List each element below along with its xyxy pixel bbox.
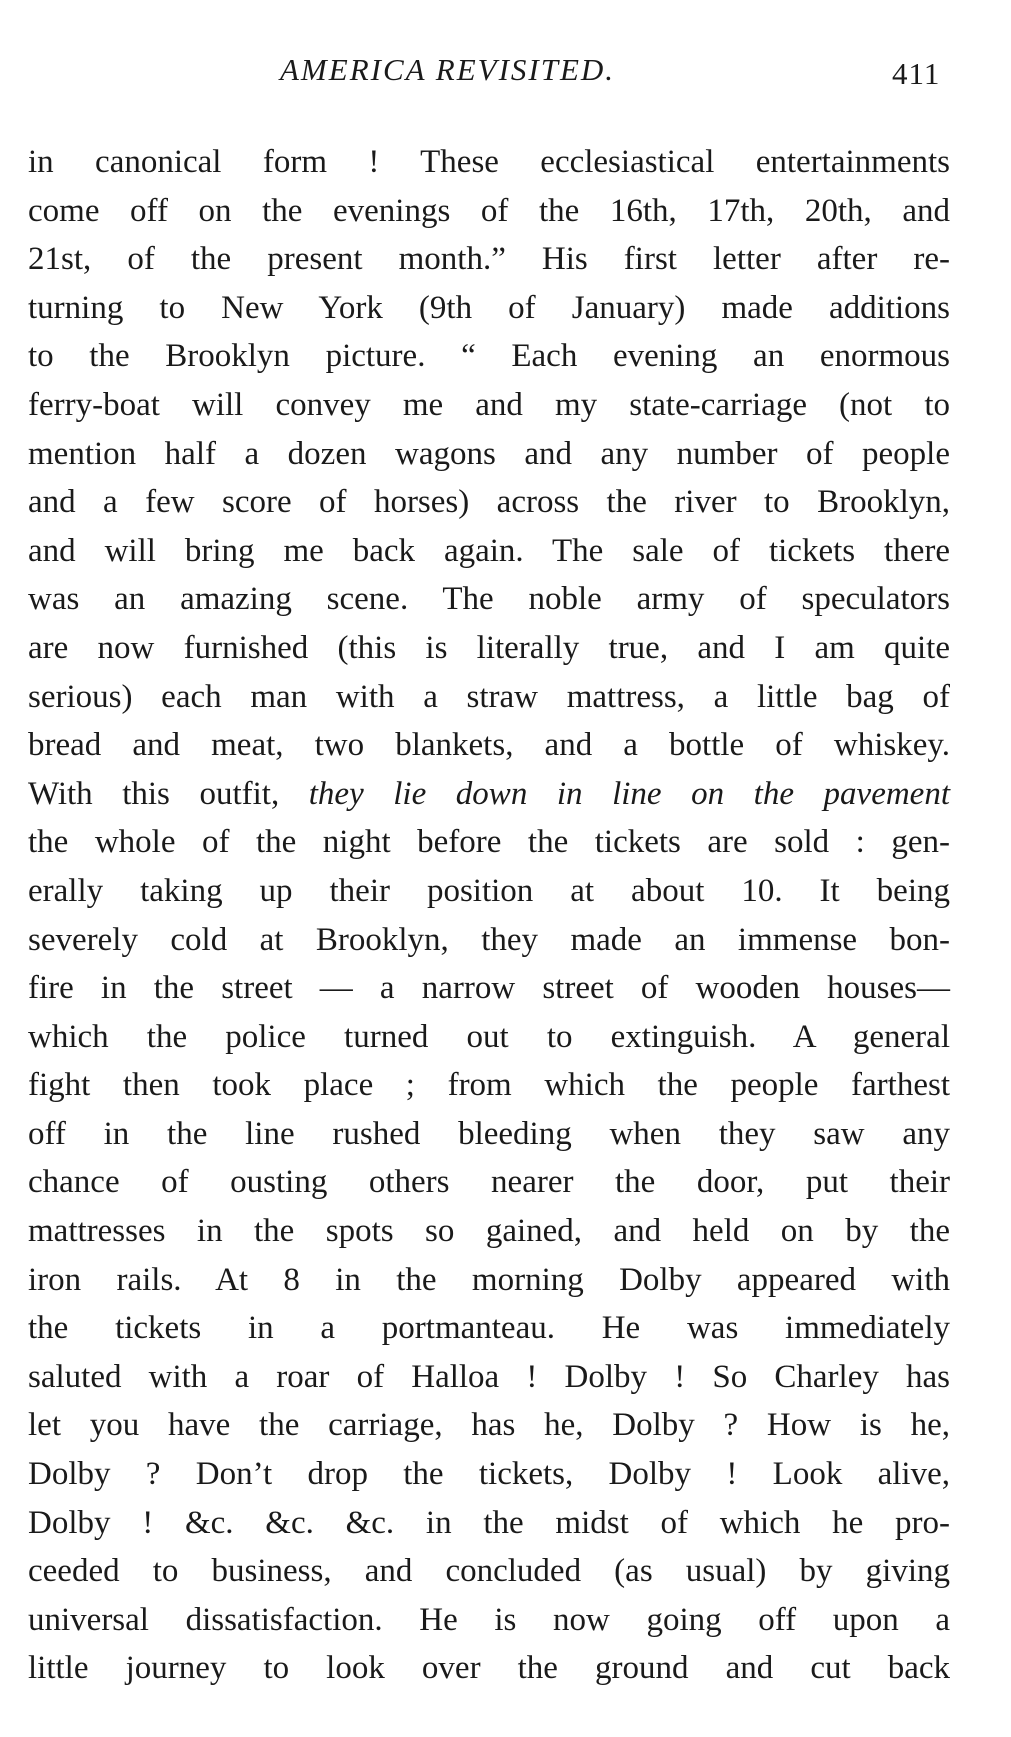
text-line <box>28 430 950 479</box>
text-run: turning to New York (9th of January) made additions <box>28 289 950 326</box>
text-run: are now furnished (this is literally true, and I am quite <box>28 629 950 666</box>
text-line <box>28 1547 950 1596</box>
text-run: universal dissatisfaction. He is now going off upon a <box>28 1601 950 1638</box>
text-run: fight then took place ; from which the people farthest <box>28 1067 950 1104</box>
text-line <box>28 138 950 187</box>
text-run: and will bring me back again. The sale of tickets there <box>28 532 950 569</box>
text-run: Dolby ? Don’t drop the tickets, Dolby ! Look alive, <box>28 1456 950 1493</box>
italic-emphasis: they lie down in line on the pavement <box>308 775 950 812</box>
text-run: the whole of the night before the tickets are sold : gen- <box>28 824 950 861</box>
text-run: iron rails. At 8 in the morning Dolby appeared with <box>28 1261 950 1298</box>
page-number: 411 <box>892 56 941 91</box>
text-line <box>28 235 950 284</box>
text-line <box>28 332 950 381</box>
text-line <box>28 381 950 430</box>
running-head <box>0 52 1011 102</box>
text-run: chance of ousting others nearer the door, put their <box>28 1164 950 1201</box>
text-line <box>28 624 950 673</box>
text-line <box>28 1110 950 1159</box>
text-run: serious) each man with a straw mattress, a little bag of <box>28 678 950 715</box>
body-text <box>28 138 950 1693</box>
text-line <box>28 1061 950 1110</box>
text-line <box>28 575 950 624</box>
text-run: 21st, of the present month.” His first letter after re- <box>28 241 950 278</box>
text-run: severely cold at Brooklyn, they made an immense bon- <box>28 921 950 958</box>
text-line <box>28 1401 950 1450</box>
text-line <box>28 916 950 965</box>
text-line <box>28 478 950 527</box>
text-run: fire in the street — a narrow street of wooden houses— <box>28 970 950 1007</box>
text-line <box>28 187 950 236</box>
text-run: come off on the evenings of the 16th, 17th, 20th, and <box>28 192 950 229</box>
text-run: Dolby ! &c. &c. &c. in the midst of which he pro- <box>28 1504 950 1541</box>
text-run: the tickets in a portmanteau. He was immediately <box>28 1310 950 1347</box>
text-line <box>28 284 950 333</box>
text-line <box>28 1013 950 1062</box>
text-line <box>28 1596 950 1645</box>
text-run: saluted with a roar of Halloa ! Dolby ! So Charley has <box>28 1358 950 1395</box>
text-run: was an amazing scene. The noble army of speculators <box>28 581 950 618</box>
text-line <box>28 1158 950 1207</box>
text-line <box>28 1207 950 1256</box>
text-run: With this outfit, <box>28 775 309 812</box>
text-run: off in the line rushed bleeding when they saw any <box>28 1115 950 1152</box>
text-line <box>28 770 950 819</box>
text-line <box>28 818 950 867</box>
text-run: ferry-boat will convey me and my state-carriage (not to <box>28 386 950 423</box>
text-run: little journey to look over the ground and cut back <box>28 1650 950 1687</box>
text-line <box>28 673 950 722</box>
text-run: in canonical form ! These ecclesiastical entertainments <box>28 144 950 180</box>
text-line <box>28 1304 950 1353</box>
text-run: and a few score of horses) across the river to Brooklyn, <box>28 484 950 521</box>
text-run: to the Brooklyn picture. “ Each evening an enormous <box>28 338 950 375</box>
text-line <box>28 867 950 916</box>
text-run: mention half a dozen wagons and any number of people <box>28 435 950 472</box>
text-line <box>28 1256 950 1305</box>
text-run: erally taking up their position at about 10. It being <box>28 872 950 909</box>
text-line <box>28 721 950 770</box>
text-run: which the police turned out to extinguish. A general <box>28 1018 950 1055</box>
text-run: bread and meat, two blankets, and a bottle of whiskey. <box>28 727 950 764</box>
text-line <box>28 527 950 576</box>
text-run: mattresses in the spots so gained, and held on by the <box>28 1213 950 1250</box>
text-line <box>28 964 950 1013</box>
text-run: let you have the carriage, has he, Dolby ? How is he, <box>28 1407 950 1444</box>
text-line <box>28 1450 950 1499</box>
text-run: ceeded to business, and concluded (as usual) by giving <box>28 1553 950 1590</box>
running-title: AMERICA REVISITED. <box>280 52 616 87</box>
text-line <box>28 1644 950 1693</box>
text-line <box>28 1353 950 1402</box>
text-line <box>28 1499 950 1548</box>
